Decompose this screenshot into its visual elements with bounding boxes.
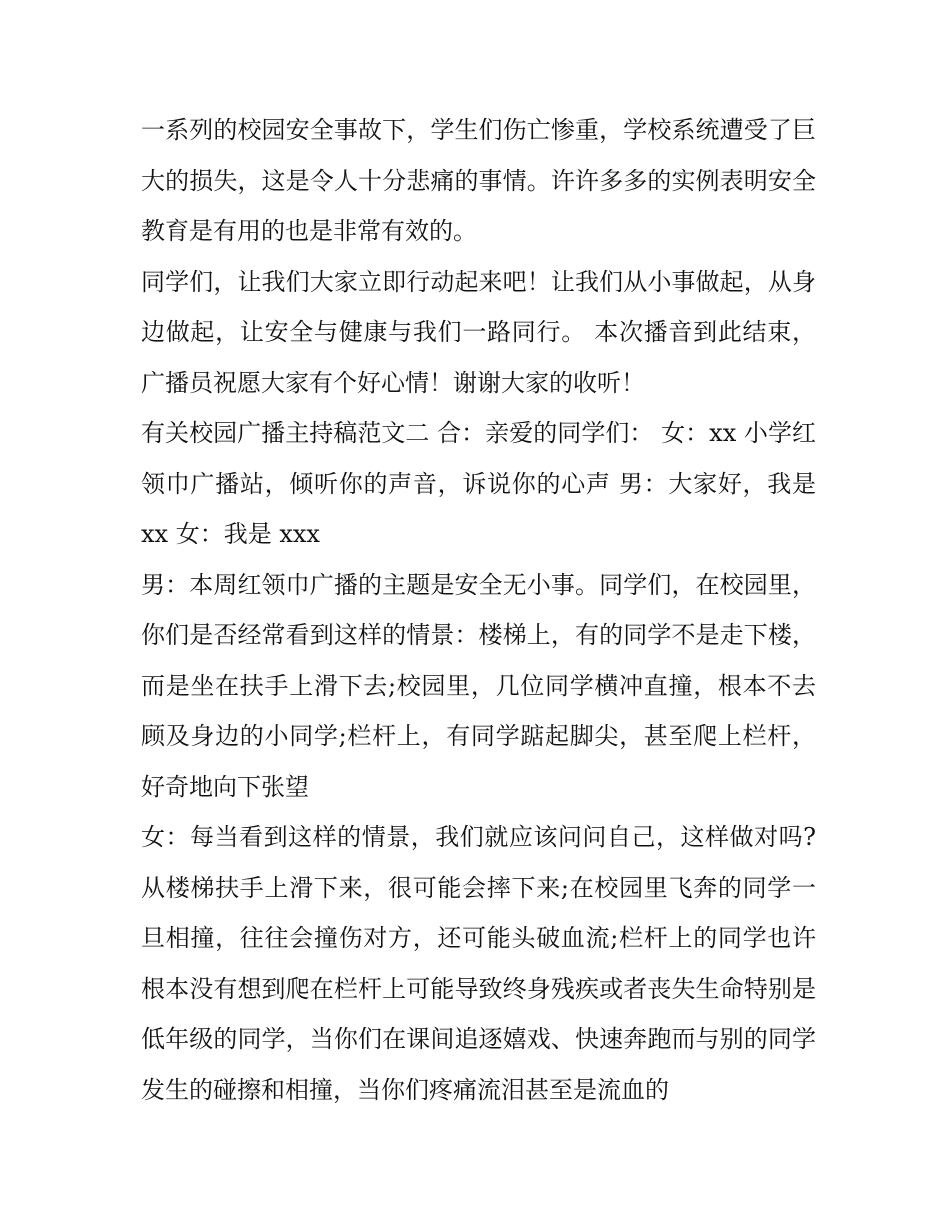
paragraph: 同学们，让我们大家立即行动起来吧！让我们从小事做起，从身边做起，让安全与健康与我们一路同行。 本次播音到此结束，广播员祝愿大家有个好心情！谢谢大家的收听！ [141,267,816,397]
paragraph: 男：本周红领巾广播的主题是安全无小事。同学们，在校园里，你们是否经常看到这样的情景：楼梯上，有的同学不是走下楼，而是坐在扶手上滑下去;校园里，几位同学横冲直撞，根本不去顾及身边的小同学;栏杆上，有同学踮起脚尖，甚至爬上栏杆，好奇地向下张望 [141,570,816,801]
paragraph: 有关校园广播主持稿范文二 合：亲爱的同学们： 女：xx 小学红领巾广播站，倾听你的声音，诉说你的心声 男：大家好，我是 xx 女：我是 xxx [141,419,816,548]
paragraph: 一系列的校园安全事故下，学生们伤亡惨重，学校系统遭受了巨大的损失，这是令人十分悲痛的事情。许许多多的实例表明安全教育是有用的也是非常有效的。 [141,116,816,245]
paragraph: 女：每当看到这样的情景，我们就应该问问自己，这样做对吗?从楼梯扶手上滑下来，很可能会摔下来;在校园里飞奔的同学一旦相撞，往往会撞伤对方，还可能头破血流;栏杆上的同学也许根本没有想到爬在栏杆上可能导致终身残疾或者丧失生命特别是低年级的同学，当你们在课间追逐嬉戏、快速奔跑而与别的同学发生的碰擦和相撞，当你们疼痛流泪甚至是流血的 [141,823,816,1104]
document-page [141,105,816,1115]
